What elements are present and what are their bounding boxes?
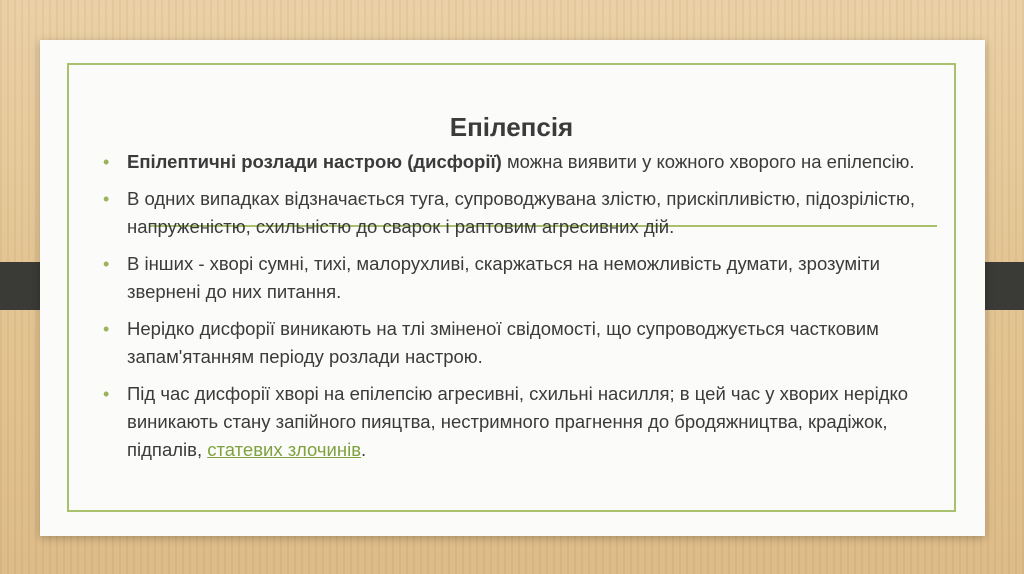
bullet-icon: • (103, 254, 110, 274)
bullet-icon: • (103, 319, 110, 339)
bullet-item-5 (101, 380, 941, 464)
bullet-icon: • (103, 152, 110, 172)
bullet-item-2 (101, 185, 941, 241)
bullet-bold-text: Епілептичні розлади настрою (дисфорії) (127, 151, 502, 172)
bullet-item-3 (101, 250, 941, 306)
slide-card (40, 40, 985, 536)
bullet-tail: . (361, 439, 367, 460)
bullet-text: Нерідко дисфорії виникають на тлі зміненої свідомості, що супроводжується частковим запам'ятанням періоду розлади настрою. (127, 318, 879, 367)
slide-frame (67, 63, 956, 512)
slide-title: Епілепсія (449, 112, 574, 142)
bullet-list (101, 148, 941, 473)
bullet-text: В одних випадках відзначається туга, супроводжувана злістю, прискіпливістю, підозрілістю, напруженістю, схильністю до сварок і раптовим агресивних дій. (127, 188, 916, 237)
bullet-text: В інших - хворі сумні, тихі, малорухливі, скаржаться на неможливість думати, зрозуміти звернені до них питання. (127, 253, 880, 302)
bullet-text: Під час дисфорії хворі на епілепсію агресивні, схильні насилля; в цей час у хворих нерідко виникають стану запійного пияцтва, нестримного прагнення до бродяжництва, крадіжок, підпалів, (127, 383, 909, 460)
bullet-text: можна виявити у кожного хворого на епілепсію. (501, 151, 915, 172)
crimes-link[interactable]: статевих злочинів (207, 439, 362, 460)
bullet-item-1 (101, 148, 941, 176)
bullet-icon: • (103, 189, 110, 209)
bullet-icon: • (103, 384, 110, 404)
bullet-item-4 (101, 315, 941, 371)
